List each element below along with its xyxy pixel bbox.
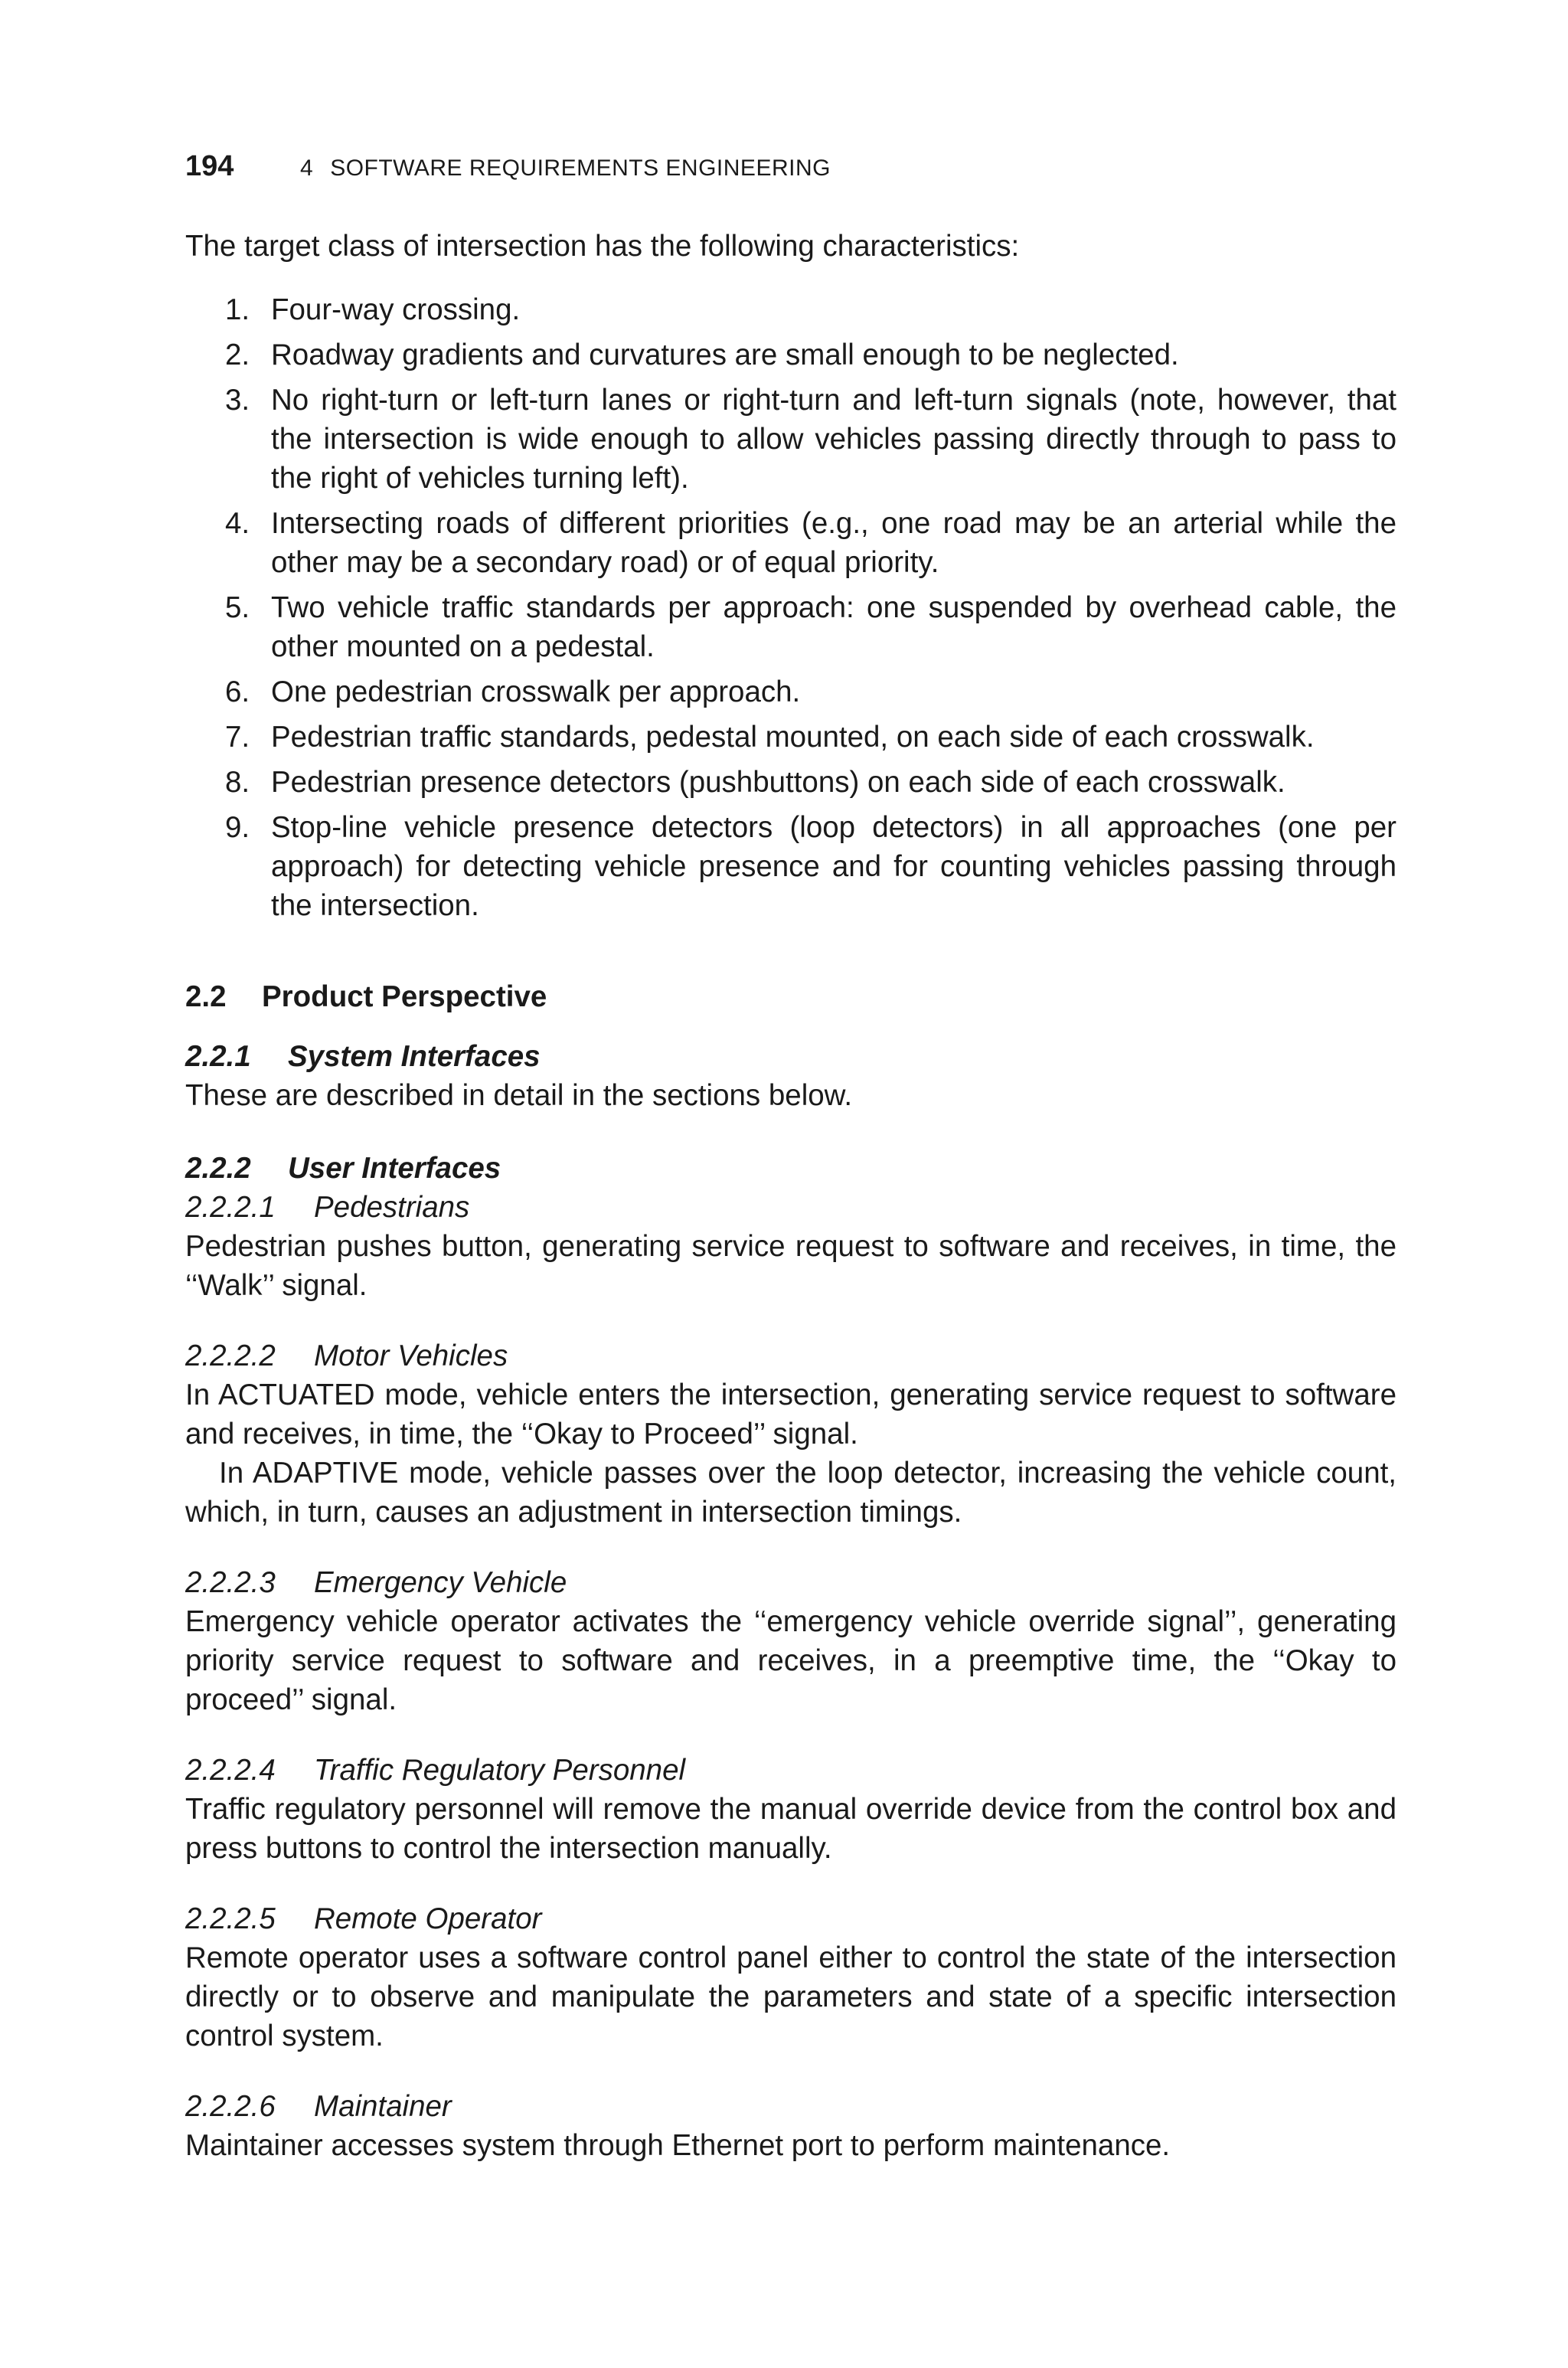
characteristics-list xyxy=(185,290,1396,925)
section-heading-2-2-1 xyxy=(185,1037,1396,1076)
subsection-heading-pedestrians xyxy=(185,1188,1396,1227)
section-number: 2.2.2.5 xyxy=(185,1902,276,1935)
list-text: Four-way crossing. xyxy=(271,293,521,326)
intro-paragraph: The target class of intersection has the following characteristics: xyxy=(185,230,1020,263)
section-title: Emergency Vehicle xyxy=(314,1566,567,1599)
list-text: Pedestrian presence detectors (pushbuttons) on each side of each crosswalk. xyxy=(271,766,1285,799)
list-item xyxy=(185,718,1396,757)
list-item xyxy=(185,763,1396,802)
list-number: 9. xyxy=(225,811,250,844)
list-number: 7. xyxy=(225,721,250,754)
list-number: 3. xyxy=(225,384,250,417)
list-text: Pedestrian traffic standards, pedestal mounted, on each side of each crosswalk. xyxy=(271,721,1315,754)
list-text: Two vehicle traffic standards per approach: one suspended by overhead cable, the other mounted on a pedestal. xyxy=(271,591,1396,663)
list-text: Intersecting roads of different priorities (e.g., one road may be an arterial while the other may be a secondary road) or of equal priority. xyxy=(271,507,1396,579)
section-heading-2-2 xyxy=(185,977,1396,1016)
remote-operator-paragraph: Remote operator uses a software control panel either to control the state of the intersection directly or to observe and manipulate the parameters and state of a specific intersection control system. xyxy=(185,1941,1396,2052)
list-item xyxy=(185,588,1396,666)
subsection-heading-motor-vehicles xyxy=(185,1336,1396,1375)
list-number: 1. xyxy=(225,293,250,326)
list-text: One pedestrian crosswalk per approach. xyxy=(271,675,801,708)
list-item xyxy=(185,808,1396,925)
chapter-number: 4 xyxy=(300,155,314,181)
subsection-heading-remote-operator xyxy=(185,1899,1396,1938)
system-interfaces-paragraph: These are described in detail in the sections below. xyxy=(185,1079,853,1112)
emergency-vehicle-paragraph: Emergency vehicle operator activates the ‘‘emergency vehicle override signal’’, generating priority service request to software and receives, in a preemptive time, the ‘‘Okay to proceed’’ signal. xyxy=(185,1605,1396,1716)
section-number: 2.2.2.4 xyxy=(185,1754,276,1787)
list-number: 6. xyxy=(225,675,250,708)
list-item xyxy=(185,335,1396,374)
list-item xyxy=(185,290,1396,329)
list-item xyxy=(185,504,1396,582)
list-text: Roadway gradients and curvatures are small enough to be neglected. xyxy=(271,339,1179,371)
section-title: System Interfaces xyxy=(288,1040,541,1073)
section-title: Pedestrians xyxy=(314,1191,470,1224)
subsection-heading-emergency-vehicle xyxy=(185,1563,1396,1602)
section-number: 2.2.2.3 xyxy=(185,1566,276,1599)
subsection-heading-maintainer xyxy=(185,2087,1396,2126)
maintainer-paragraph: Maintainer accesses system through Ethernet port to perform maintenance. xyxy=(185,2129,1171,2162)
section-title: Remote Operator xyxy=(314,1902,542,1935)
section-number: 2.2.2.2 xyxy=(185,1339,276,1372)
list-text: No right-turn or left-turn lanes or right-turn and left-turn signals (note, however, that the intersection is wide enough to allow vehicles passing directly through to pass to the right of vehicles turning left). xyxy=(271,384,1396,495)
section-title: Traffic Regulatory Personnel xyxy=(314,1754,686,1787)
section-heading-2-2-2 xyxy=(185,1149,1396,1188)
list-item xyxy=(185,672,1396,711)
list-number: 4. xyxy=(225,507,250,540)
list-text: Stop-line vehicle presence detectors (loop detectors) in all approaches (one per approach) for detecting vehicle presence and for counting vehicles passing through the intersection. xyxy=(271,811,1396,922)
subsection-heading-traffic-personnel xyxy=(185,1751,1396,1790)
section-title: Motor Vehicles xyxy=(314,1339,508,1372)
running-head xyxy=(185,150,1396,196)
motor-vehicles-paragraph-2: In ADAPTIVE mode, vehicle passes over the loop detector, increasing the vehicle count, which, in turn, causes an adjustment in intersection timings. xyxy=(185,1457,1396,1529)
pedestrians-paragraph: Pedestrian pushes button, generating service request to software and receives, in time, the ‘‘Walk’’ signal. xyxy=(185,1230,1396,1302)
section-number: 2.2 xyxy=(185,980,227,1013)
book-page xyxy=(185,150,1396,2165)
section-number: 2.2.1 xyxy=(185,1040,251,1073)
list-number: 5. xyxy=(225,591,250,624)
section-number: 2.2.2 xyxy=(185,1152,251,1185)
section-title: Maintainer xyxy=(314,2090,452,2123)
section-title: User Interfaces xyxy=(288,1152,501,1185)
page-number: 194 xyxy=(185,150,234,182)
section-title: Product Perspective xyxy=(262,980,547,1013)
list-number: 8. xyxy=(225,766,250,799)
chapter-title xyxy=(300,155,831,182)
section-number: 2.2.2.1 xyxy=(185,1191,276,1224)
motor-vehicles-paragraph: In ACTUATED mode, vehicle enters the intersection, generating service request to software and receives, in time, the ‘‘Okay to Proceed’’ signal. xyxy=(185,1379,1396,1451)
list-item xyxy=(185,381,1396,498)
list-number: 2. xyxy=(225,339,250,371)
chapter-title-text: SOFTWARE REQUIREMENTS ENGINEERING xyxy=(330,155,831,181)
traffic-personnel-paragraph: Traffic regulatory personnel will remove the manual override device from the control box and press buttons to control the intersection manually. xyxy=(185,1793,1396,1865)
section-number: 2.2.2.6 xyxy=(185,2090,276,2123)
